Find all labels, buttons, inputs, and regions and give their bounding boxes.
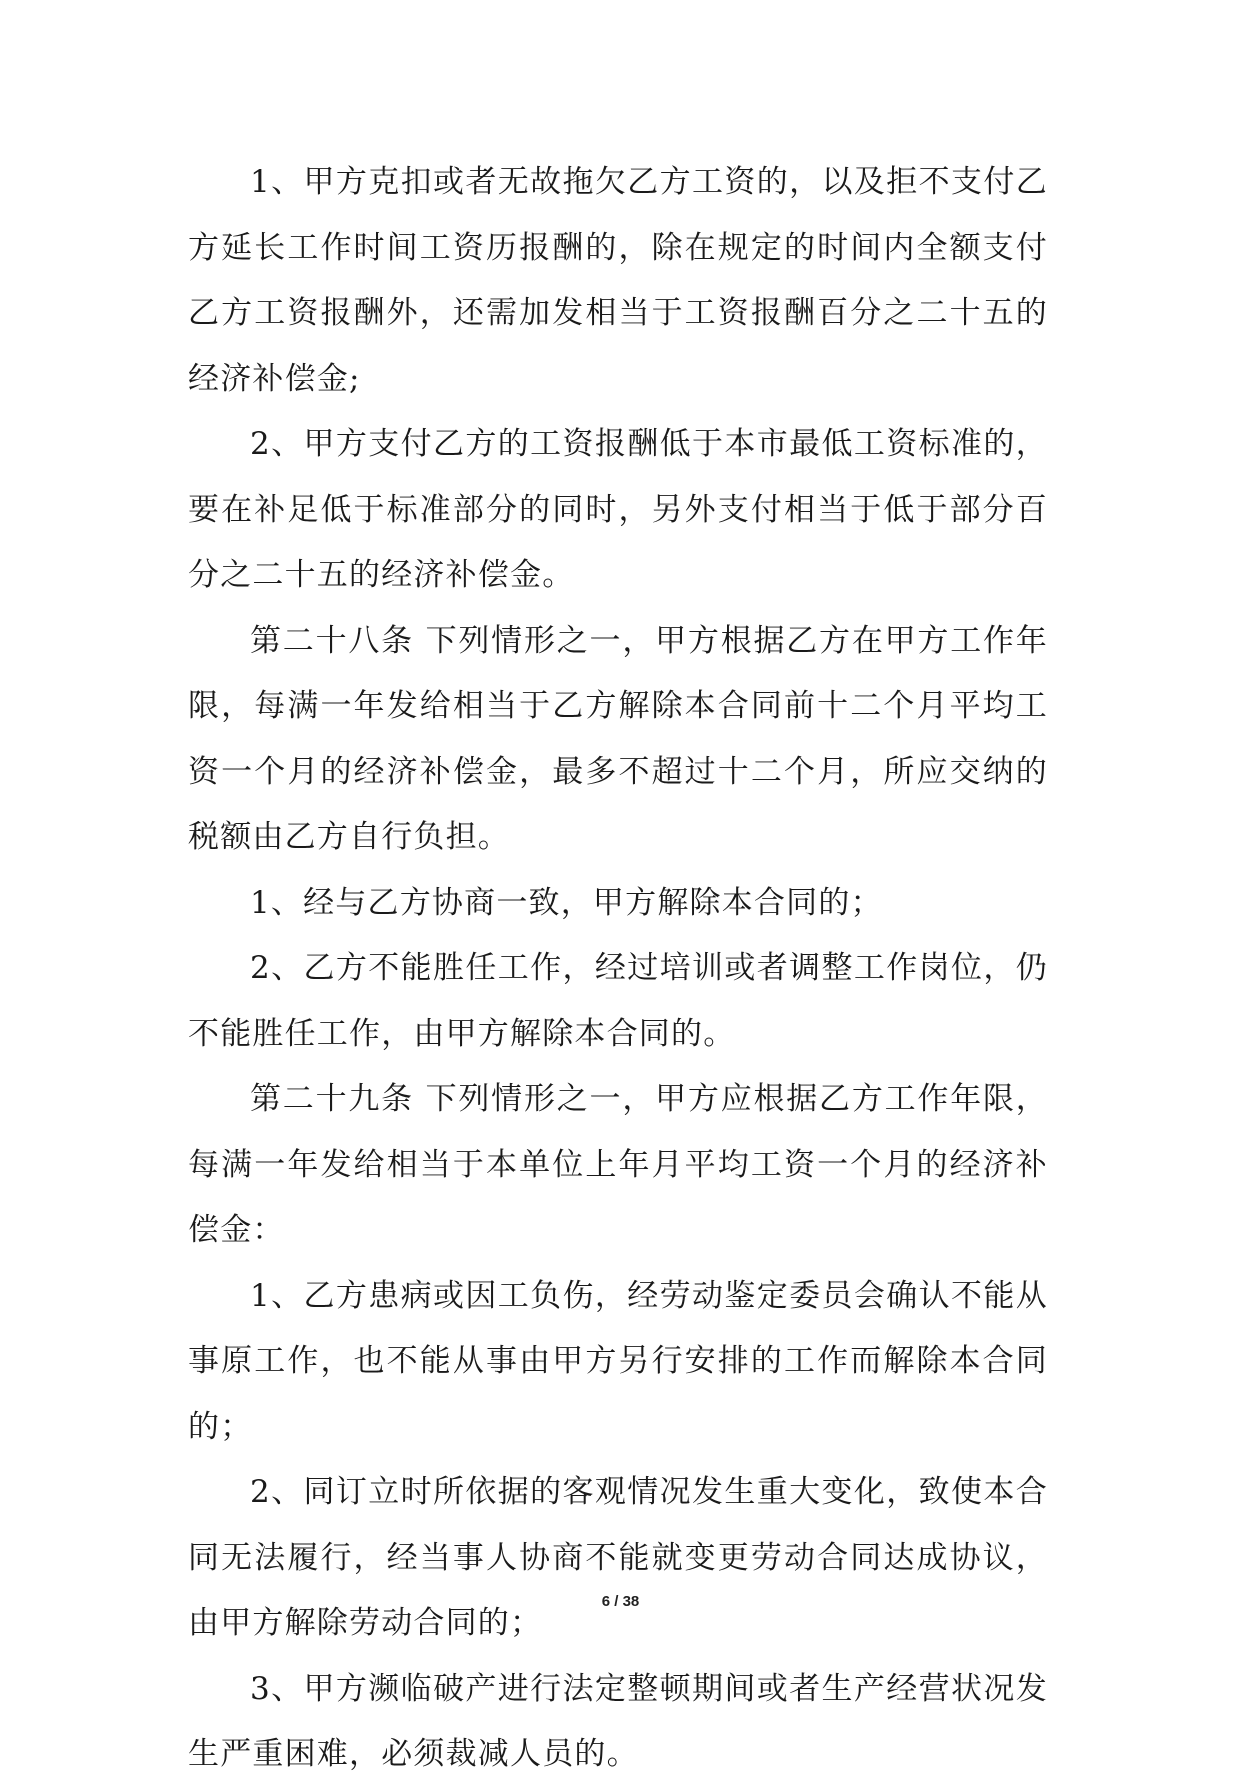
paragraph-article-29: 第二十九条 下列情形之一，甲方应根据乙方工作年限，每满一年发给相当于本单位上年月平均工资一个月的经济补偿金： [188, 1081, 1048, 1248]
paragraph-article-28-item-1: 1、经与乙方协商一致，甲方解除本合同的； [250, 884, 883, 921]
paragraph-article-29-item-1: 1、乙方患病或因工负伤，经劳动鉴定委员会确认不能从事原工作，也不能从事由甲方另行安排的工作而解除本合同的； [188, 1277, 1048, 1445]
paragraph-article-28: 第二十八条 下列情形之一，甲方根据乙方在甲方工作年限，每满一年发给相当于乙方解除本合同前十二个月平均工资一个月的经济补偿金，最多不超过十二个月，所应交纳的税额由乙方自行负担。 [188, 622, 1048, 855]
paragraph-article-29-item-2: 2、同订立时所依据的客观情况发生重大变化，致使本合同无法履行，经当事人协商不能就变更劳动合同达成协议，由甲方解除劳动合同的； [188, 1474, 1048, 1641]
page-number: 6 / 38 [601, 1593, 640, 1610]
paragraph-article-29-item-3: 3、甲方濒临破产进行法定整顿期间或者生产经营状况发生严重困难，必须裁减人员的。 [188, 1670, 1048, 1772]
paragraph-article-28-item-2: 2、乙方不能胜任工作，经过培训或者调整工作岗位，仍不能胜任工作，由甲方解除本合同的。 [188, 950, 1048, 1052]
paragraph-clause-1-wage-arrears: 1、甲方克扣或者无故拖欠乙方工资的，以及拒不支付乙方延长工作时间工资历报酬的，除在规定的时间内全额支付乙方工资报酬外，还需加发相当于工资报酬百分之二十五的经济补偿金; [188, 164, 1048, 397]
paragraph-clause-2-minimum-wage: 2、甲方支付乙方的工资报酬低于本市最低工资标准的，要在补足低于标准部分的同时，另外支付相当于低于部分百分之二十五的经济补偿金。 [188, 426, 1048, 593]
document-body [188, 150, 1048, 1788]
